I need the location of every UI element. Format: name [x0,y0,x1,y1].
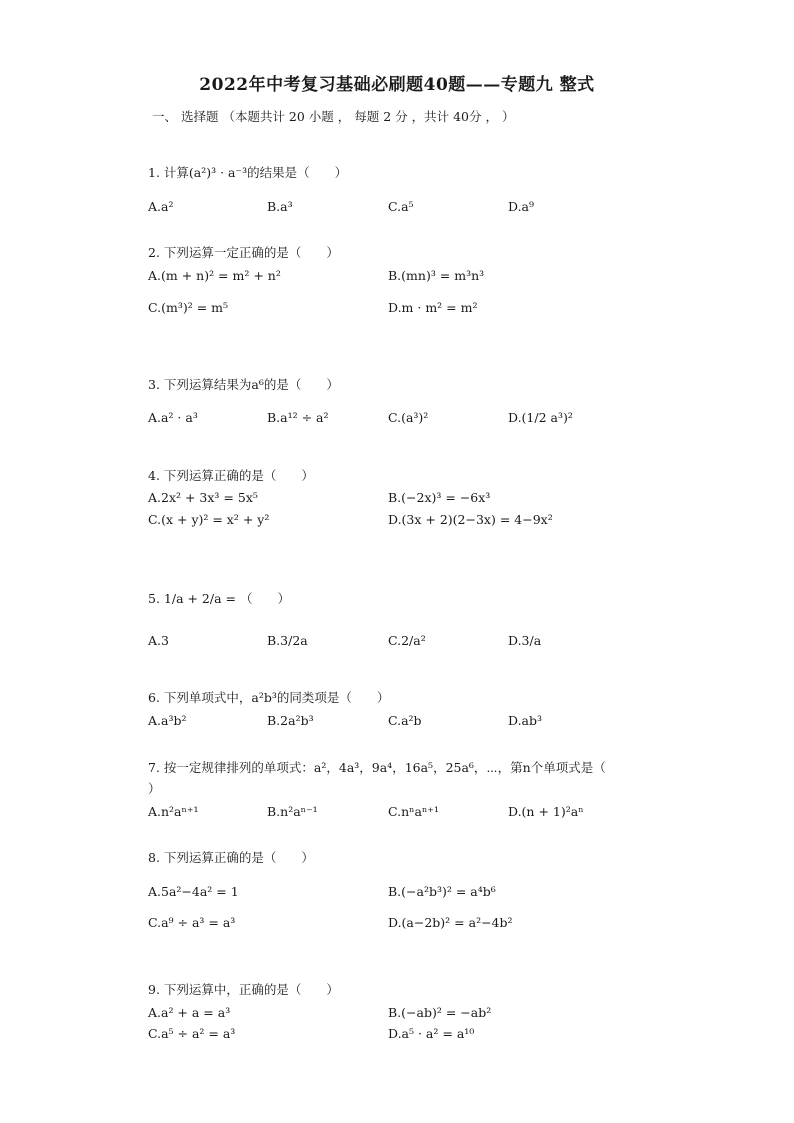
section-heading: 一、 选择题 （本题共计 20 小题 ， 每题 2 分 ，共计 40分 ， ） [152,109,515,124]
question-6: 6. 下列单项式中，a²b³的同类项是（ ） [148,690,390,705]
q2-option-b: B.(mn)³ = m³n³ [388,268,485,283]
q6-option-b: B.2a²b³ [267,713,314,728]
q8-option-c: C.a⁹ ÷ a³ = a³ [148,915,236,930]
question-3: 3. 下列运算结果为a⁶的是（ ） [148,377,339,392]
q1-option-a: A.a² [148,199,174,214]
q5-option-b: B.3/2a [267,633,308,648]
q3-option-c: C.(a³)² [388,410,429,425]
q1-option-b: B.a³ [267,199,293,214]
q9-option-a: A.a² + a = a³ [148,1005,231,1020]
q5-option-c: C.2/a² [388,633,426,648]
q3-option-d: D.(1/2 a³)² [508,410,573,425]
q9-option-d: D.a⁵ · a² = a¹⁰ [388,1026,475,1041]
q7-option-d: D.(n + 1)²aⁿ [508,804,584,819]
q2-option-c: C.(m³)² = m⁵ [148,300,229,315]
question-7-cont: ） [148,781,161,796]
page-title: 2022年中考复习基础必刷题40题——专题九 整式 [199,75,595,95]
question-7: 7. 按一定规律排列的单项式：a²，4a³，9a⁴，16a⁵，25a⁶，⋯，第n个单项式是（ [148,760,606,775]
q6-option-c: C.a²b [388,713,422,728]
q6-option-d: D.ab³ [508,713,543,728]
question-9: 9. 下列运算中，正确的是（ ） [148,982,339,997]
q7-option-c: C.nⁿaⁿ⁺¹ [388,804,440,819]
q2-option-d: D.m · m² = m² [388,300,478,315]
question-8: 8. 下列运算正确的是（ ） [148,850,314,865]
q8-option-b: B.(−a²b³)² = a⁴b⁶ [388,884,496,899]
q3-option-a: A.a² · a³ [148,410,198,425]
q5-option-a: A.3 [148,633,169,648]
question-4: 4. 下列运算正确的是（ ） [148,468,314,483]
q1-option-c: C.a⁵ [388,199,414,214]
q8-option-d: D.(a−2b)² = a²−4b² [388,915,513,930]
question-1: 1. 计算(a²)³ · a⁻³的结果是（ ） [148,165,348,180]
q8-option-a: A.5a²−4a² = 1 [148,884,239,899]
q5-option-d: D.3/a [508,633,542,648]
question-5: 5. 1/a + 2/a = （ ） [148,591,290,606]
q9-option-b: B.(−ab)² = −ab² [388,1005,492,1020]
q9-option-c: C.a⁵ ÷ a² = a³ [148,1026,236,1041]
q3-option-b: B.a¹² ÷ a² [267,410,329,425]
q2-option-a: A.(m + n)² = m² + n² [148,268,281,283]
q1-option-d: D.a⁹ [508,199,535,214]
q4-option-c: C.(x + y)² = x² + y² [148,512,270,527]
q7-option-b: B.n²aⁿ⁻¹ [267,804,318,819]
q4-option-d: D.(3x + 2)(2−3x) = 4−9x² [388,512,553,527]
question-2: 2. 下列运算一定正确的是（ ） [148,245,339,260]
q4-option-a: A.2x² + 3x³ = 5x⁵ [148,490,258,505]
q7-option-a: A.n²aⁿ⁺¹ [148,804,199,819]
q4-option-b: B.(−2x)³ = −6x³ [388,490,491,505]
q6-option-a: A.a³b² [148,713,187,728]
